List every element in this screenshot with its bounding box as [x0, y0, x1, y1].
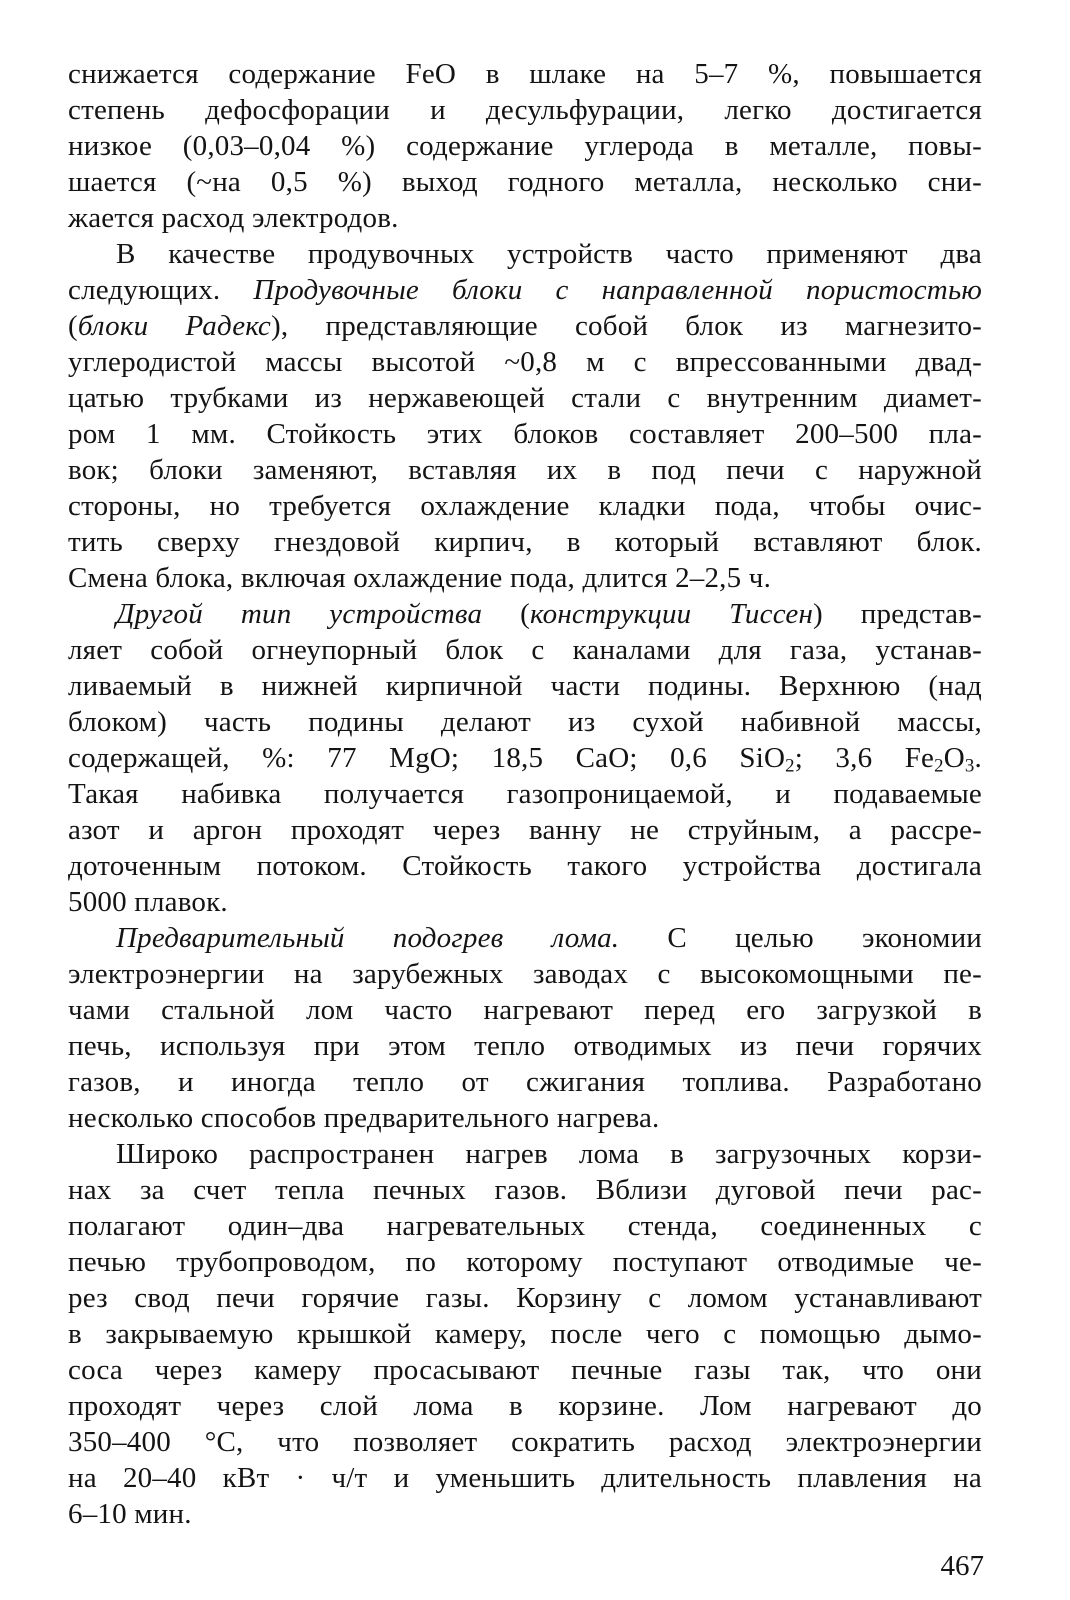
text-line: следующих. Продувочные блоки с направленной пористостью: [68, 274, 982, 306]
italic-term: Продувочные блоки с направленной пористостью: [253, 274, 982, 306]
text-line: вок; блоки заменяют, вставляя их в под печи с наружной: [68, 454, 982, 486]
text-line: жается расход электродов.: [68, 202, 399, 234]
text-line: полагают один–два нагревательных стенда, соединенных с: [68, 1210, 982, 1242]
text-line: 5000 плавок.: [68, 886, 228, 918]
text-line: ром 1 мм. Стойкость этих блоков составляет 200–500 пла-: [68, 418, 982, 450]
text-line: цатью трубками из нержавеющей стали с внутренним диамет-: [68, 382, 982, 414]
text-line: блоком) часть подины делают из сухой набивной массы,: [68, 706, 982, 738]
text-line: печью трубопроводом, по которому поступают отводимые че-: [68, 1246, 982, 1278]
text-line: доточенным потоком. Стойкость такого устройства достигала: [68, 850, 982, 882]
text-line: проходят через слой лома в корзине. Лом нагревают до: [68, 1390, 982, 1422]
text-line: (блоки Радекс), представляющие собой блок из магнезито-: [68, 310, 982, 342]
italic-term: Другой тип устройства: [116, 598, 483, 630]
italic-term: Предварительный подогрев лома.: [116, 922, 620, 954]
text-line: В качестве продувочных устройств часто применяют два: [116, 238, 982, 270]
text-line: несколько способов предварительного нагрева.: [68, 1102, 660, 1134]
italic-term: конструкции Тиссен: [529, 598, 814, 630]
italic-term: блоки Радекс: [77, 310, 271, 342]
text-line: содержащей, %: 77 MgO; 18,5 CaO; 0,6 SiO$_2$; 3,6 $Fe_2O_3$.: [68, 742, 982, 777]
text-line: печь, используя при этом тепло отводимых из печи горячих: [68, 1030, 982, 1062]
text-line: Другой тип устройства (конструкции Тиссен) представ-: [116, 598, 982, 630]
text-line: тить сверху гнездовой кирпич, в который вставляют блок.: [68, 526, 982, 558]
text-line: ляет собой огнеупорный блок с каналами для газа, устанав-: [68, 634, 982, 666]
text-line: 350–400 °C, что позволяет сократить расход электроэнергии: [68, 1426, 982, 1458]
text-line: соса через камеру просасывают печные газы так, что они: [68, 1354, 982, 1386]
page-number: 467: [940, 1550, 984, 1582]
text-line: шается (~на 0,5 %) выход годного металла, несколько сни-: [68, 166, 982, 198]
text-line: снижается содержание FeO в шлаке на 5–7 %, повышается: [68, 58, 982, 90]
text-line: на 20–40 кВт · ч/т и уменьшить длительность плавления на: [68, 1462, 982, 1494]
text-line: Предварительный подогрев лома. С целью экономии: [116, 922, 983, 954]
text-line: азот и аргон проходят через ванну не струйным, а рассре-: [68, 814, 982, 846]
text-line: чами стальной лом часто нагревают перед его загрузкой в: [68, 994, 982, 1026]
text-line: Такая набивка получается газопроницаемой, и подаваемые: [68, 778, 982, 810]
text-line: Смена блока, включая охлаждение пода, длится 2–2,5 ч.: [68, 562, 772, 594]
text-line: нах за счет тепла печных газов. Вблизи дуговой печи рас-: [68, 1174, 982, 1206]
text-line: стороны, но требуется охлаждение кладки пода, чтобы очис-: [68, 490, 982, 522]
text-line: Широко распространен нагрев лома в загрузочных корзи-: [116, 1138, 982, 1170]
text-line: степень дефосфорации и десульфурации, легко достигается: [68, 94, 982, 126]
text-line: в закрываемую крышкой камеру, после чего с помощью дымо-: [68, 1318, 982, 1350]
text-line: низкое (0,03–0,04 %) содержание углерода в металле, повы-: [68, 130, 982, 162]
text-line: газов, и иногда тепло от сжигания топлива. Разработано: [68, 1066, 982, 1098]
text-line: электроэнергии на зарубежных заводах с высокомощными пе-: [68, 958, 982, 990]
text-line: рез свод печи горячие газы. Корзину с ломом устанавливают: [68, 1282, 982, 1314]
text-line: углеродистой массы высотой ~0,8 м с впрессованными двад-: [68, 346, 982, 378]
text-line: ливаемый в нижней кирпичной части подины. Верхнюю (над: [68, 670, 982, 702]
text-line: 6–10 мин.: [68, 1498, 192, 1530]
